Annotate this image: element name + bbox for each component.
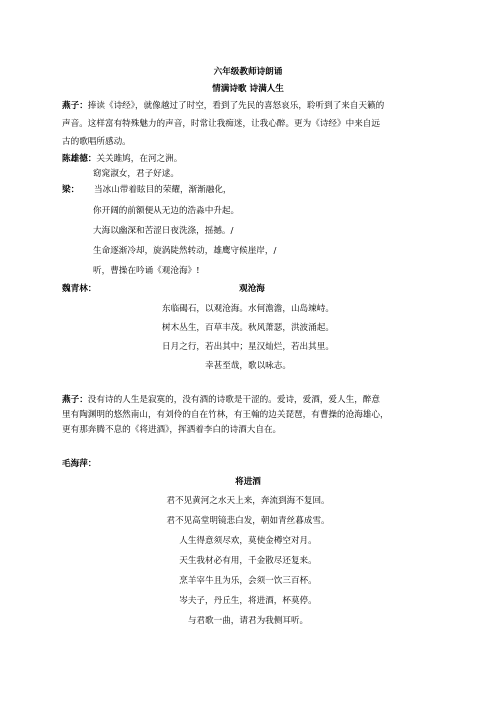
mao-speaker: 毛海萍：	[62, 459, 97, 469]
liang-line-1: 当冰山带着眩目的荣耀，渐渐融化，	[94, 185, 232, 195]
mao-poem-line-5: 烹羊宰牛且为乐，会须一饮三百杯。	[179, 576, 317, 586]
poem-title-qiangjinjiu: 将进酒	[235, 477, 261, 487]
mao-poem-line-4: 天生我材必有用，千金散尽还复来。	[179, 556, 317, 566]
document-subtitle: 情满诗歌 诗满人生	[212, 84, 284, 94]
mao-poem-line-2: 君不见高堂明镜悲白发，朝如青丝暮成雪。	[166, 516, 330, 526]
wei-poem-line-3: 日月之行，若出其中；星汉灿烂，若出其里。	[162, 342, 334, 352]
chen-line-1: 陈雄德：关关雎鸠，在河之洲。	[62, 154, 183, 164]
mao-poem-line-6: 岑夫子，丹丘生，将进酒，杯莫停。	[179, 596, 317, 606]
intro-line-3: 古的歌唱所感动。	[62, 137, 131, 147]
speaker-yanzi: 燕子：	[62, 101, 88, 111]
speaker-yanzi-2: 燕子：	[62, 395, 88, 405]
document-title: 六年级教师诗朗诵	[213, 67, 283, 77]
intro-line-1: 燕子：捧读《诗经》，就像越过了时空，看到了先民的喜怒哀乐，聆听到了来自天籁的	[62, 101, 385, 111]
poem-title-guancanghai: 观沧海	[239, 284, 265, 294]
wei-poem-line-4: 幸甚至哉，歌以咏志。	[205, 361, 291, 371]
chen-line-2: 窈窕淑女，君子好逑。	[93, 169, 179, 179]
yan2-line-3: 更有那奔腾不息的《将进酒》，挥洒着李白的诗酒大自在。	[62, 425, 282, 435]
mao-poem-line-3: 人生得意须尽欢，莫使金樽空对月。	[179, 536, 317, 546]
yan2-line-2: 里有陶渊明的悠然南山，有刘伶的自在竹林，有王翰的边关琵琶，有曹操的沧海雄心，	[62, 410, 389, 420]
mao-poem-line-7: 与君歌一曲，请君为我侧耳听。	[187, 616, 309, 626]
liang-speaker: 梁：	[62, 185, 80, 195]
wei-poem-line-1: 东临碣石，以观沧海。水何澹澹，山岛竦峙。	[162, 304, 334, 314]
mao-poem-line-1: 君不见黄河之水天上来，奔流到海不复回。	[166, 496, 330, 506]
yan2-line-1: 燕子：没有诗的人生是寂寞的，没有酒的诗歌是干涩的。爱诗，爱酒，爱人生，醉意	[62, 395, 380, 405]
intro-line-2: 声音。这样富有特殊魅力的声音，时常让我痴迷，让我心醉。更为《诗经》中来自远	[62, 119, 380, 129]
wei-poem-line-2: 树木丛生，百草丰茂。秋风萧瑟，洪波涌起。	[162, 323, 334, 333]
liang-line-3: 大海以幽深和苦涩日夜洗涤，摇撼。/	[93, 226, 234, 236]
wei-speaker: 魏青林：	[62, 284, 97, 294]
speaker-chen: 陈雄德：	[62, 154, 97, 164]
liang-line-2: 你开阔的前额便从无边的浩淼中升起。	[93, 206, 240, 216]
liang-line-5: 听，曹操在吟诵《观沧海》!	[93, 266, 200, 276]
liang-line-4: 生命逐渐冷却，旋涡陡然转动，雄鹰守候崖岸，/	[93, 246, 277, 256]
